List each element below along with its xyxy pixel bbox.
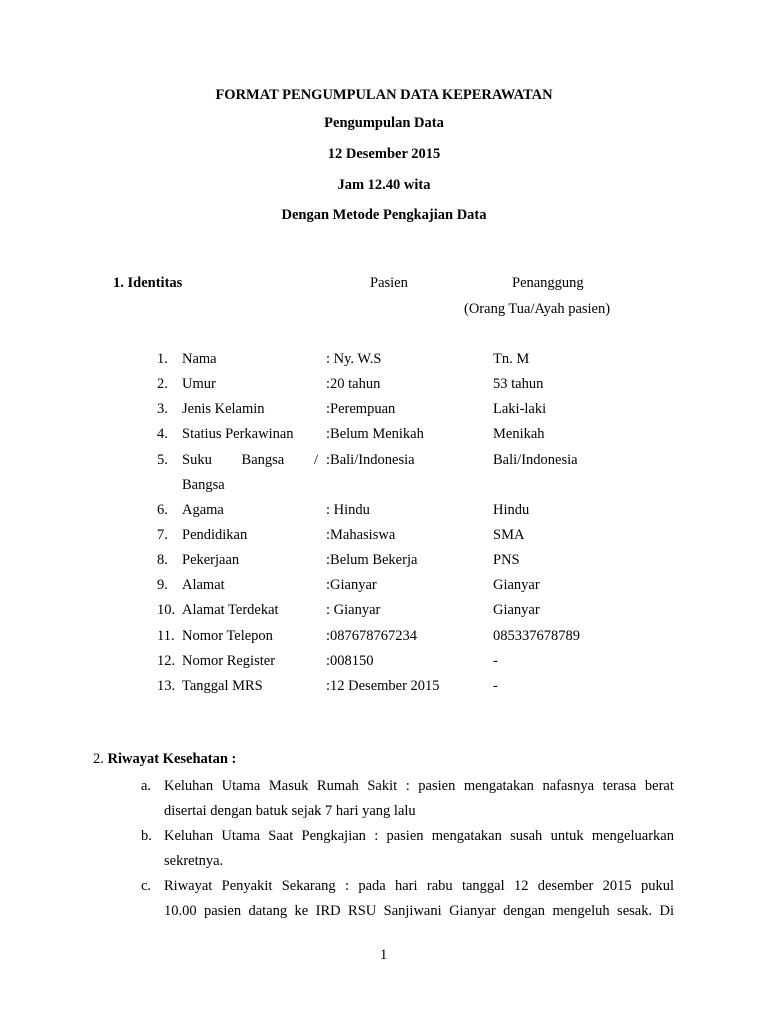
identitas-heading: 1. Identitas: [113, 275, 183, 291]
row-label: Nomor Telepon: [182, 628, 273, 644]
riwayat-item-marker: b.: [141, 828, 152, 844]
word: mengeluh: [552, 903, 610, 919]
word: sesak.: [617, 903, 653, 919]
row-value-pasien: : Ny. W.S: [326, 351, 382, 367]
riwayat-item-c-line2: [164, 903, 674, 920]
word: berat: [644, 778, 674, 794]
row-number: 10.: [157, 602, 176, 618]
row-value-penanggung: Gianyar: [493, 577, 540, 593]
riwayat-item-marker: c.: [141, 878, 152, 894]
row-label: Pendidikan: [182, 527, 248, 543]
document-date: 12 Desember 2015: [327, 146, 441, 162]
word: pasien: [204, 903, 242, 919]
row-label: [182, 452, 318, 469]
column-header-pasien: Pasien: [370, 275, 408, 291]
row-value-penanggung: Bali/Indonesia: [493, 452, 578, 468]
word: Pengkajian: [301, 828, 366, 844]
word: mengatakan: [463, 778, 534, 794]
word: datang: [248, 903, 288, 919]
label-word: /: [313, 452, 318, 468]
row-label: Nama: [182, 351, 217, 367]
label-word: Suku: [182, 452, 212, 468]
riwayat-item-marker: a.: [141, 778, 152, 794]
word: 10.00: [164, 903, 197, 919]
row-value-pasien: :12 Desember 2015: [326, 678, 440, 694]
row-label: Alamat: [182, 577, 225, 593]
row-number: 11.: [157, 628, 175, 644]
document-title: FORMAT PENGUMPULAN DATA KEPERAWATAN: [215, 87, 553, 103]
word: Gianyar: [449, 903, 496, 919]
row-number: 6.: [157, 502, 168, 518]
word: :: [374, 828, 379, 844]
word: 2015: [602, 878, 632, 894]
row-value-penanggung: Hindu: [493, 502, 530, 518]
row-value-pasien: :Mahasiswa: [326, 527, 396, 543]
word: terasa: [602, 778, 637, 794]
word: Utama: [221, 828, 261, 844]
word: pada: [358, 878, 386, 894]
word: Masuk: [268, 778, 309, 794]
row-label: Nomor Register: [182, 653, 276, 669]
word: pasien: [386, 828, 424, 844]
row-label: Jenis Kelamin: [182, 401, 265, 417]
word: dengan: [503, 903, 546, 919]
row-number: 4.: [157, 426, 168, 442]
word: Di: [659, 903, 674, 919]
riwayat-heading: [93, 751, 236, 768]
row-value-pasien: :087678767234: [326, 628, 418, 644]
document-method: Dengan Metode Pengkajian Data: [281, 207, 487, 223]
row-value-penanggung: SMA: [493, 527, 525, 543]
word: Riwayat: [164, 878, 213, 894]
row-value-pasien: : Hindu: [326, 502, 370, 518]
row-number: 2.: [157, 376, 168, 392]
column-header-penanggung-sub: (Orang Tua/Ayah pasien): [464, 301, 611, 317]
row-number: 7.: [157, 527, 168, 543]
row-label: Agama: [182, 502, 224, 518]
word: pasien: [418, 778, 456, 794]
row-label: Tanggal MRS: [182, 678, 263, 694]
word: Utama: [221, 778, 261, 794]
row-value-pasien: :Belum Bekerja: [326, 552, 418, 568]
row-number: 12.: [157, 653, 176, 669]
word: Penyakit: [221, 878, 273, 894]
word: nafasnya: [542, 778, 595, 794]
row-label: Umur: [182, 376, 216, 392]
word: Keluhan: [164, 778, 214, 794]
word: Saat: [268, 828, 294, 844]
label-word: Bangsa: [241, 452, 285, 468]
word: ke: [294, 903, 309, 919]
row-number: 3.: [157, 401, 168, 417]
row-label: Alamat Terdekat: [182, 602, 279, 618]
row-label: Pekerjaan: [182, 552, 240, 568]
word: desember: [537, 878, 594, 894]
riwayat-item-a-line2: disertai dengan batuk sejak 7 hari yang lalu: [164, 803, 416, 819]
row-value-pasien: : Gianyar: [326, 602, 381, 618]
row-value-pasien: :Perempuan: [326, 401, 396, 417]
word: mengeluarkan: [591, 828, 674, 844]
riwayat-item-a-line1: [164, 778, 674, 795]
row-value-penanggung: PNS: [493, 552, 520, 568]
word: Keluhan: [164, 828, 214, 844]
row-value-pasien: :20 tahun: [326, 376, 381, 392]
row-number: 1.: [157, 351, 168, 367]
word: :: [344, 878, 349, 894]
row-value-penanggung: Menikah: [493, 426, 545, 442]
word: Rumah: [316, 778, 359, 794]
row-label-continuation: Bangsa: [182, 477, 225, 493]
word: mengatakan: [431, 828, 502, 844]
row-number: 8.: [157, 552, 168, 568]
row-value-penanggung: Gianyar: [493, 602, 540, 618]
row-value-penanggung: -: [493, 653, 498, 669]
document-time: Jam 12.40 wita: [337, 177, 431, 193]
column-header-penanggung: Penanggung: [512, 275, 584, 291]
word: Sakit: [367, 778, 398, 794]
word: tanggal: [461, 878, 505, 894]
riwayat-heading-text: Riwayat Kesehatan :: [107, 751, 237, 767]
row-value-penanggung: Laki-laki: [493, 401, 547, 417]
row-value-pasien: :008150: [326, 653, 374, 669]
row-value-pasien: :Belum Menikah: [326, 426, 424, 442]
word: pukul: [640, 878, 674, 894]
word: Sanjiwani: [383, 903, 442, 919]
word: 12: [513, 878, 529, 894]
riwayat-heading-number: 2.: [93, 751, 104, 767]
row-value-penanggung: 53 tahun: [493, 376, 544, 392]
word: rabu: [426, 878, 453, 894]
word: RSU: [348, 903, 377, 919]
riwayat-item-b-line2: sekretnya.: [164, 853, 224, 869]
riwayat-item-c-line1: [164, 878, 674, 895]
row-number: 9.: [157, 577, 168, 593]
row-value-pasien: :Gianyar: [326, 577, 377, 593]
row-value-pasien: :Bali/Indonesia: [326, 452, 415, 468]
page-number: 1: [380, 947, 388, 963]
riwayat-item-b-line1: [164, 828, 674, 845]
word: untuk: [550, 828, 584, 844]
row-number: 5.: [157, 452, 168, 468]
word: IRD: [315, 903, 341, 919]
row-value-penanggung: 085337678789: [493, 628, 580, 644]
row-number: 13.: [157, 678, 176, 694]
word: susah: [510, 828, 543, 844]
row-label: Statius Perkawinan: [182, 426, 294, 442]
row-value-penanggung: -: [493, 678, 498, 694]
document-subtitle: Pengumpulan Data: [324, 115, 444, 131]
word: hari: [395, 878, 418, 894]
word: :: [405, 778, 410, 794]
word: Sekarang: [281, 878, 336, 894]
row-value-penanggung: Tn. M: [493, 351, 530, 367]
